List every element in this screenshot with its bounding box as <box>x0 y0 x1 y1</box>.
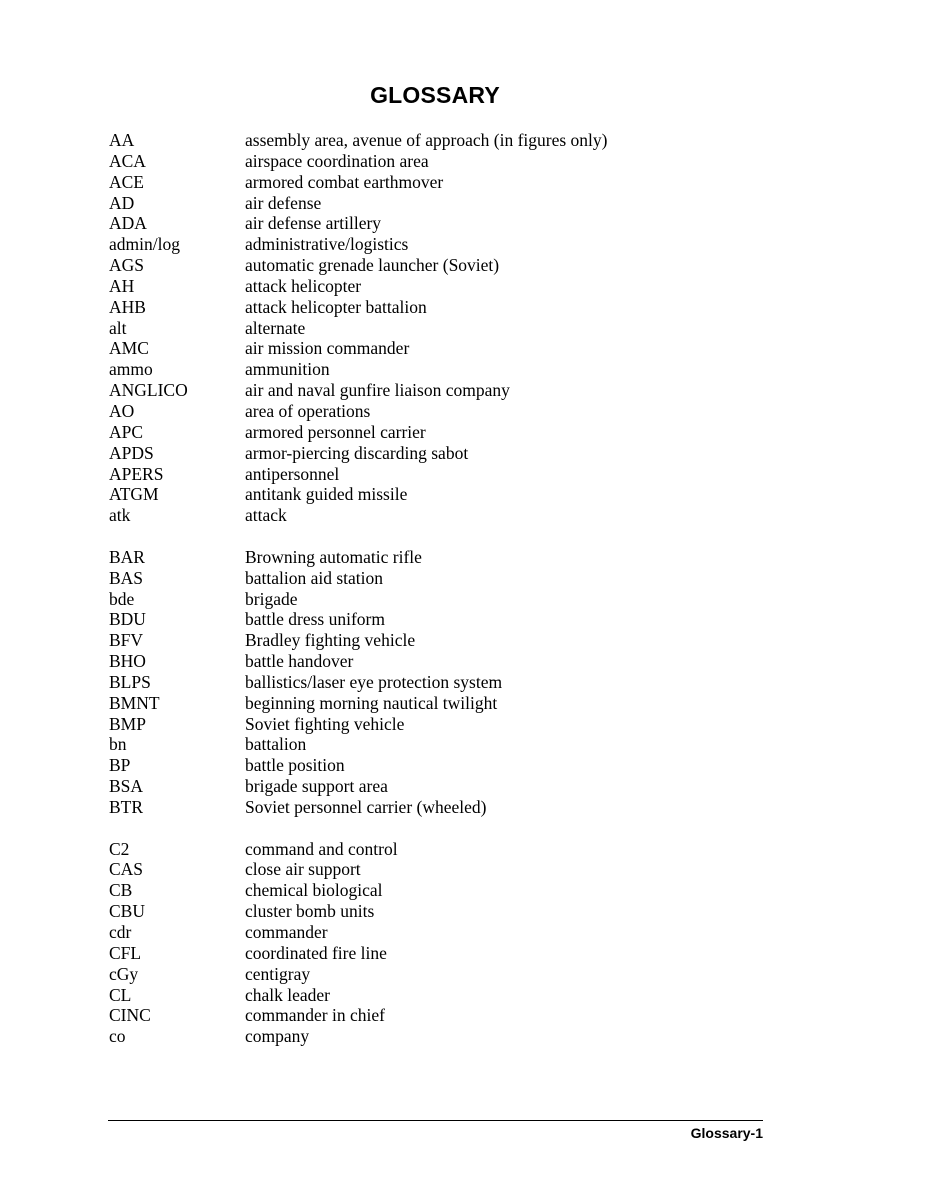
glossary-definition: antitank guided missile <box>245 484 408 505</box>
glossary-term: BFV <box>109 630 144 651</box>
glossary-term: CINC <box>109 1005 151 1026</box>
glossary-entry <box>109 651 608 672</box>
glossary-term: BHO <box>109 651 146 672</box>
glossary-definition: Soviet fighting vehicle <box>245 713 405 734</box>
glossary-definition: assembly area, avenue of approach (in figures only) <box>245 130 608 150</box>
glossary-term: ACE <box>109 171 144 192</box>
glossary-definition: Browning automatic rifle <box>245 546 422 567</box>
glossary-definition: battalion aid station <box>245 567 384 588</box>
glossary-term: BLPS <box>109 671 151 692</box>
glossary-entry <box>109 401 608 422</box>
glossary-entry <box>109 776 608 797</box>
glossary-entry <box>109 589 608 610</box>
glossary-entry <box>109 943 608 964</box>
glossary-definition: commander <box>245 921 328 942</box>
glossary-entry <box>109 276 608 297</box>
glossary-entry <box>109 1005 608 1026</box>
footer-divider <box>108 1120 763 1121</box>
glossary-definition: air mission commander <box>245 338 410 359</box>
glossary-entry <box>109 505 608 526</box>
glossary-term: AMC <box>109 338 149 359</box>
glossary-definition: alternate <box>245 317 306 338</box>
glossary-entry <box>109 151 608 172</box>
glossary-entry <box>109 839 608 860</box>
glossary-term: CBU <box>109 901 145 922</box>
glossary-definition: brigade <box>245 588 298 609</box>
glossary-definition: brigade support area <box>245 776 388 797</box>
glossary-term: admin/log <box>109 234 180 255</box>
glossary-term: CL <box>109 984 132 1005</box>
glossary-entry <box>109 985 608 1006</box>
glossary-entry <box>109 380 608 401</box>
glossary-term: atk <box>109 505 131 526</box>
glossary-section <box>109 547 608 818</box>
glossary-definition: chemical biological <box>245 880 383 901</box>
glossary-entry <box>109 547 608 568</box>
glossary-entry <box>109 609 608 630</box>
glossary-term: BSA <box>109 776 144 797</box>
page-title: GLOSSARY <box>370 82 500 108</box>
glossary-definition: battle position <box>245 755 345 776</box>
glossary-entry <box>109 568 608 589</box>
glossary-definition: air and naval gunfire liaison company <box>245 380 510 401</box>
glossary-section <box>109 839 608 1047</box>
glossary-entry <box>109 255 608 276</box>
glossary-definition: airspace coordination area <box>245 150 429 171</box>
glossary-definition: air defense <box>245 192 322 213</box>
glossary-term: AH <box>109 275 135 296</box>
glossary-entry <box>109 630 608 651</box>
glossary-term: BAR <box>109 546 145 567</box>
page-number: Glossary-1 <box>690 1125 763 1141</box>
glossary-term: AGS <box>109 255 145 276</box>
glossary-entry <box>109 714 608 735</box>
glossary-term: bde <box>109 588 135 609</box>
glossary-entry <box>109 964 608 985</box>
glossary-term: C2 <box>109 838 130 859</box>
glossary-definition: attack <box>245 505 287 526</box>
glossary-term: BDU <box>109 609 146 630</box>
glossary-definition: close air support <box>245 859 361 880</box>
glossary-term: alt <box>109 317 127 338</box>
glossary-definition: commander in chief <box>245 1005 385 1026</box>
glossary-term: BMP <box>109 713 146 734</box>
glossary-entry <box>109 859 608 880</box>
glossary-entry <box>109 443 608 464</box>
glossary-entry <box>109 755 608 776</box>
glossary-term: ACA <box>109 150 146 171</box>
glossary-entry <box>109 734 608 755</box>
glossary-entry <box>109 1026 608 1047</box>
glossary-definition: coordinated fire line <box>245 942 387 963</box>
glossary-definition: administrative/logistics <box>245 234 409 255</box>
glossary-definition: attack helicopter <box>245 275 362 296</box>
glossary-term: ADA <box>109 213 147 234</box>
glossary-term: CB <box>109 880 133 901</box>
glossary-definition: antipersonnel <box>245 463 340 484</box>
glossary-entry <box>109 359 608 380</box>
glossary-term: cdr <box>109 921 132 942</box>
glossary-term: ammo <box>109 359 153 380</box>
glossary-definition: chalk leader <box>245 984 331 1005</box>
glossary-term: AA <box>109 130 135 150</box>
glossary-term: ATGM <box>109 484 159 505</box>
glossary-term: ANGLICO <box>109 380 188 401</box>
glossary-entry <box>109 193 608 214</box>
glossary-term: APC <box>109 421 144 442</box>
glossary-entry <box>109 297 608 318</box>
glossary-entry <box>109 922 608 943</box>
glossary-definition: command and control <box>245 838 398 859</box>
glossary-term: BAS <box>109 567 144 588</box>
glossary-entry <box>109 130 608 151</box>
glossary-term: APDS <box>109 442 154 463</box>
glossary-entry <box>109 901 608 922</box>
glossary-definition: ammunition <box>245 359 330 380</box>
glossary-term: co <box>109 1026 126 1047</box>
glossary-definition: battle dress uniform <box>245 609 385 630</box>
glossary-definition: area of operations <box>245 400 371 421</box>
glossary-term: AO <box>109 400 135 421</box>
glossary-term: BTR <box>109 796 144 817</box>
glossary-section <box>109 130 608 526</box>
glossary-entry <box>109 338 608 359</box>
glossary-term: AD <box>109 192 135 213</box>
glossary-definition: armored combat earthmover <box>245 171 444 192</box>
glossary-entry <box>109 484 608 505</box>
glossary-entry <box>109 672 608 693</box>
glossary-definition: battalion <box>245 734 307 755</box>
glossary-definition: cluster bomb units <box>245 901 375 922</box>
glossary-definition: centigray <box>245 963 311 984</box>
glossary-term: cGy <box>109 963 139 984</box>
glossary-entry <box>109 464 608 485</box>
glossary-definition: air defense artillery <box>245 213 382 234</box>
glossary-entry <box>109 797 608 818</box>
glossary-entry <box>109 234 608 255</box>
glossary-definition: armored personnel carrier <box>245 421 426 442</box>
glossary-entry <box>109 172 608 193</box>
glossary-term: BMNT <box>109 692 160 713</box>
glossary-list <box>109 130 608 1068</box>
glossary-entry <box>109 880 608 901</box>
glossary-term: CFL <box>109 942 142 963</box>
glossary-definition: Bradley fighting vehicle <box>245 630 416 651</box>
glossary-definition: armor-piercing discarding sabot <box>245 442 469 463</box>
glossary-entry <box>109 213 608 234</box>
glossary-entry <box>109 693 608 714</box>
glossary-term: AHB <box>109 296 146 317</box>
glossary-definition: attack helicopter battalion <box>245 296 427 317</box>
glossary-definition: automatic grenade launcher (Soviet) <box>245 255 500 276</box>
glossary-definition: beginning morning nautical twilight <box>245 692 498 713</box>
glossary-term: bn <box>109 734 127 755</box>
glossary-entry <box>109 318 608 339</box>
glossary-definition: battle handover <box>245 651 354 672</box>
glossary-definition: ballistics/laser eye protection system <box>245 671 503 692</box>
glossary-term: CAS <box>109 859 144 880</box>
glossary-definition: Soviet personnel carrier (wheeled) <box>245 796 487 817</box>
glossary-definition: company <box>245 1026 310 1047</box>
glossary-entry <box>109 422 608 443</box>
glossary-term: APERS <box>109 463 164 484</box>
glossary-term: BP <box>109 755 131 776</box>
